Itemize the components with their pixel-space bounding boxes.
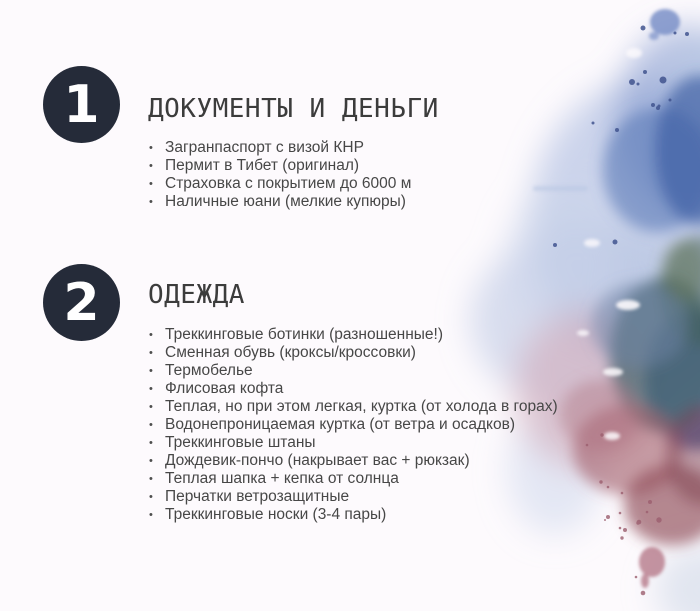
list-item	[149, 362, 558, 380]
bullet-icon: •	[149, 473, 153, 485]
list-item-text: Треккинговые носки (3-4 пары)	[165, 506, 387, 523]
list-item	[149, 506, 558, 524]
section-number: 1	[63, 74, 100, 135]
bullet-icon: •	[149, 383, 153, 395]
list-item	[149, 344, 558, 362]
section-number-badge	[43, 264, 120, 341]
list-item-text: Водонепроницаемая куртка (от ветра и осадков)	[165, 416, 515, 433]
section-title: ОДЕЖДА	[148, 280, 245, 310]
section-title: ДОКУМЕНТЫ И ДЕНЬГИ	[148, 94, 439, 124]
bullet-icon: •	[149, 329, 153, 341]
list-item	[149, 398, 558, 416]
list-item-text: Теплая шапка + кепка от солнца	[165, 470, 399, 487]
bullet-icon: •	[149, 347, 153, 359]
list-item	[149, 139, 411, 157]
bullet-icon: •	[149, 491, 153, 503]
list-item-text: Перчатки ветрозащитные	[165, 488, 350, 505]
bullet-icon: •	[149, 178, 153, 190]
list-item-text: Термобелье	[165, 362, 253, 379]
list-item-text: Загранпаспорт с визой КНР	[165, 139, 364, 156]
section-item-list	[149, 326, 558, 524]
bullet-icon: •	[149, 142, 153, 154]
list-item-text: Дождевик-пончо (накрывает вас + рюкзак)	[165, 452, 470, 469]
list-item-text: Теплая, но при этом легкая, куртка (от холода в горах)	[165, 398, 558, 415]
list-item	[149, 157, 411, 175]
list-item	[149, 193, 411, 211]
bullet-icon: •	[149, 365, 153, 377]
bullet-icon: •	[149, 196, 153, 208]
list-item-text: Треккинговые штаны	[165, 434, 316, 451]
list-item-text: Треккинговые ботинки (разношенные!)	[165, 326, 443, 343]
list-item-text: Страховка с покрытием до 6000 м	[165, 175, 412, 192]
list-item	[149, 416, 558, 434]
bullet-icon: •	[149, 419, 153, 431]
list-item	[149, 326, 558, 344]
list-item-text: Сменная обувь (кроксы/кроссовки)	[165, 344, 416, 361]
list-item	[149, 488, 558, 506]
list-item	[149, 175, 411, 193]
list-item-text: Наличные юани (мелкие купюры)	[165, 193, 406, 210]
list-item	[149, 434, 558, 452]
list-item-text: Пермит в Тибет (оригинал)	[165, 157, 360, 174]
bullet-icon: •	[149, 509, 153, 521]
section-number-badge	[43, 66, 120, 143]
section-number: 2	[63, 272, 100, 333]
list-item-text: Флисовая кофта	[165, 380, 284, 397]
list-item	[149, 380, 558, 398]
bullet-icon: •	[149, 437, 153, 449]
list-item	[149, 452, 558, 470]
bullet-icon: •	[149, 455, 153, 467]
bullet-icon: •	[149, 401, 153, 413]
bullet-icon: •	[149, 160, 153, 172]
list-item	[149, 470, 558, 488]
section-item-list	[149, 139, 411, 211]
